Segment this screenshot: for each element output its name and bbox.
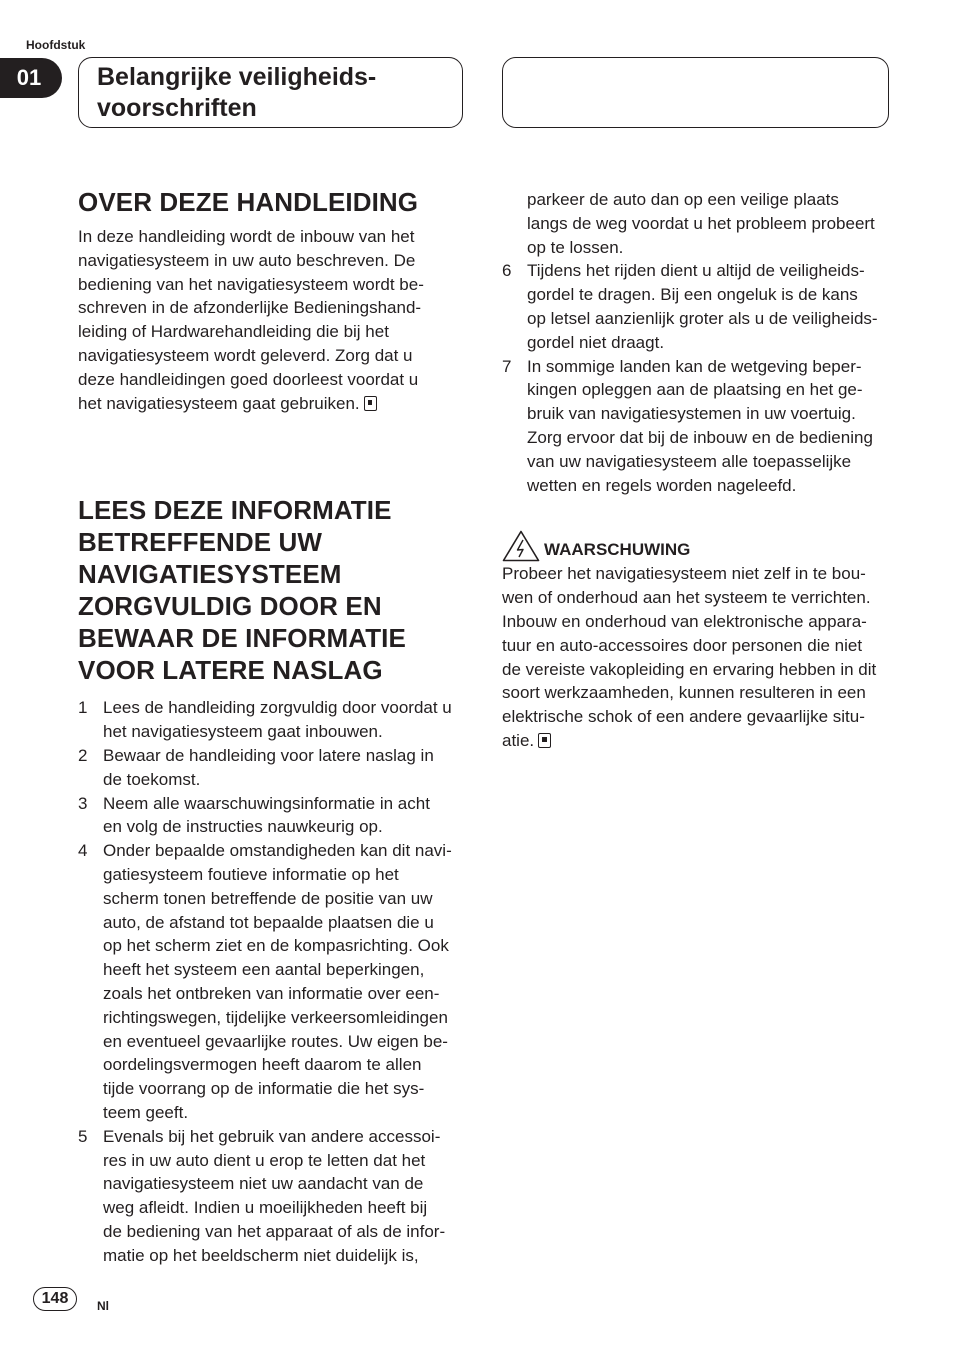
text-line: Inbouw en onderhoud van elektronische appara- — [502, 611, 867, 631]
text-line: Zorg ervoor dat bij de inbouw en de bediening — [527, 427, 873, 447]
text-line: heeft het systeem een aantal beperkingen, — [103, 960, 425, 980]
text: deze handleidingen goed doorleest voordat u — [78, 369, 419, 389]
text-line: het navigatiesysteem gaat inbouwen. — [103, 722, 383, 742]
text-line: langs de weg voordat u het probleem probeert — [527, 213, 875, 233]
text-line: navigatiesysteem wordt geleverd. Zorg dat u — [78, 345, 413, 365]
section2-heading — [78, 494, 464, 686]
list-number: 1 — [78, 698, 88, 718]
text-line: en eventueel gevaarlijke routes. Uw eigen be- — [103, 1031, 448, 1051]
text-line: wetten en regels worden nageleefd. — [527, 475, 797, 495]
text-line: bediening van het navigatiesysteem wordt be- — [78, 274, 424, 294]
text-line: de toekomst. — [103, 769, 201, 789]
text-line: schreven in de afzonderlijke Bedieningshand- — [78, 298, 422, 318]
left-column — [78, 186, 464, 1268]
section-heading-line: VOOR LATERE NASLAG — [78, 655, 383, 686]
text-line: tijde voorrang op de informatie die het sys- — [103, 1079, 425, 1099]
text-line: parkeer de auto dan op een veilige plaats — [527, 190, 839, 209]
text-line: de vereiste vakopleiding en ervaring hebben in dit — [502, 659, 877, 679]
text-line: res in uw auto dient u erop te letten dat het — [103, 1150, 426, 1170]
text-line: soort werkzaamheden, kunnen resulteren in een — [502, 683, 866, 703]
section-heading-line: LEES DEZE INFORMATIE — [78, 495, 392, 526]
text-line: de bediening van het apparaat of als de infor- — [103, 1221, 446, 1241]
text-line: en volg de instructies nauwkeurig op. — [103, 817, 383, 837]
warning-triangle-icon — [502, 530, 540, 562]
chapter-title-line: voorschriften — [97, 94, 257, 122]
text-line: op letsel aanzienlijk groter als u de veiligheids- — [527, 308, 878, 328]
list-item — [502, 259, 892, 354]
text-line: van uw navigatiesysteem alle toepasselijke — [527, 451, 852, 471]
text-line: gordel te dragen. Bij een ongeluk is de kans — [527, 285, 858, 305]
text-line: scherm tonen betreffende de positie van uw — [103, 888, 433, 908]
language-code: Nl — [97, 1299, 109, 1313]
text: atie. — [502, 730, 535, 750]
text-line — [78, 392, 464, 416]
text-line: In deze handleiding wordt de inbouw van het — [78, 227, 415, 246]
list-item — [502, 355, 892, 498]
list-item — [78, 744, 464, 792]
list-item — [78, 1125, 464, 1268]
section-heading-line: BETREFFENDE UW — [78, 527, 323, 558]
text-line: Tijdens het rijden dient u altijd de veiligheids- — [527, 261, 865, 281]
page-number: 148 — [33, 1287, 77, 1311]
text-line: teem geeft. — [103, 1102, 189, 1122]
section-heading-line: BEWAAR DE INFORMATIE — [78, 623, 406, 654]
chapter-label: Hoofdstuk — [26, 38, 86, 52]
chapter-title-box — [78, 57, 463, 128]
text-line: Bewaar de handleiding voor latere naslag in — [103, 745, 434, 765]
text-line: Lees de handleiding zorgvuldig door voordat u — [103, 698, 452, 718]
text-line: navigatiesysteem in uw auto beschreven. De — [78, 250, 416, 270]
text-line: oordelingsvermogen heeft daarom te allen — [103, 1055, 422, 1075]
text-line: In sommige landen kan de wetgeving beper- — [527, 356, 862, 376]
text-line: kingen opleggen aan de plaatsing en het ge- — [527, 380, 863, 400]
end-mark-icon — [538, 733, 551, 748]
text-line: richtingswegen, tijdelijke verkeersomleidingen — [103, 1007, 448, 1027]
text: het navigatiesysteem gaat gebruiken. — [78, 393, 360, 413]
section-heading-line: NAVIGATIESYSTEEM — [78, 559, 342, 590]
instruction-list-continued — [502, 188, 892, 497]
list-item-continued — [502, 188, 892, 259]
text-line: elektrische schok of een andere gevaarlijke situ- — [502, 707, 865, 727]
text-line: wen of onderhoud aan het systeem te verrichten. — [502, 588, 871, 608]
warning-heading — [502, 530, 892, 562]
empty-header-box — [502, 57, 889, 128]
text-line: zoals het ontbreken van informatie over een- — [103, 983, 440, 1003]
text-line: gordel niet draagt. — [527, 332, 665, 352]
list-number: 3 — [78, 793, 88, 813]
end-mark-icon — [364, 396, 377, 411]
list-number: 2 — [78, 745, 88, 765]
text-line — [78, 368, 464, 392]
list-item — [78, 839, 464, 1125]
section-heading-line: ZORGVULDIG DOOR EN — [78, 591, 382, 622]
text-line: gatiesysteem foutieve informatie op het — [103, 864, 399, 884]
text-line — [502, 729, 892, 753]
right-column — [502, 188, 892, 753]
chapter-number-tab: 01 — [0, 58, 62, 98]
list-number: 7 — [502, 356, 512, 376]
warning-text — [502, 562, 892, 752]
text-line: weg afleidt. Indien u moeilijkheden heeft bij — [103, 1198, 428, 1218]
list-item — [78, 696, 464, 744]
text-line: op het scherm ziet en de kompasrichting. Ook — [103, 936, 449, 956]
list-number: 6 — [502, 261, 512, 281]
section-heading: OVER DEZE HANDLEIDING — [78, 187, 419, 217]
list-item — [78, 792, 464, 840]
text-line: Onder bepaalde omstandigheden kan dit navi- — [103, 841, 452, 861]
chapter-title-line: Belangrijke veiligheids- — [97, 63, 377, 91]
text-line: auto, de afstand tot bepaalde plaatsen die u — [103, 912, 434, 932]
text-line: navigatiesysteem niet uw aandacht van de — [103, 1174, 424, 1194]
warning-title: WAARSCHUWING — [544, 539, 691, 559]
list-number: 5 — [78, 1126, 88, 1146]
text-line: Probeer het navigatiesysteem niet zelf in te bou- — [502, 564, 866, 584]
instruction-list — [78, 696, 464, 1267]
text-line: tuur en auto-accessoires door personen die niet — [502, 635, 863, 655]
text-line: Neem alle waarschuwingsinformatie in acht — [103, 793, 430, 813]
text-line: op te lossen. — [527, 237, 624, 257]
text-line: leiding of Hardwarehandleiding die bij het — [78, 322, 389, 342]
list-number: 4 — [78, 841, 88, 861]
text-line: bruik van navigatiesystemen in uw voertuig. — [527, 404, 856, 424]
section-paragraph — [78, 225, 464, 415]
text-line: matie op het beeldscherm niet duidelijk is, — [103, 1245, 419, 1265]
text-line: Evenals bij het gebruik van andere accessoi- — [103, 1126, 441, 1146]
